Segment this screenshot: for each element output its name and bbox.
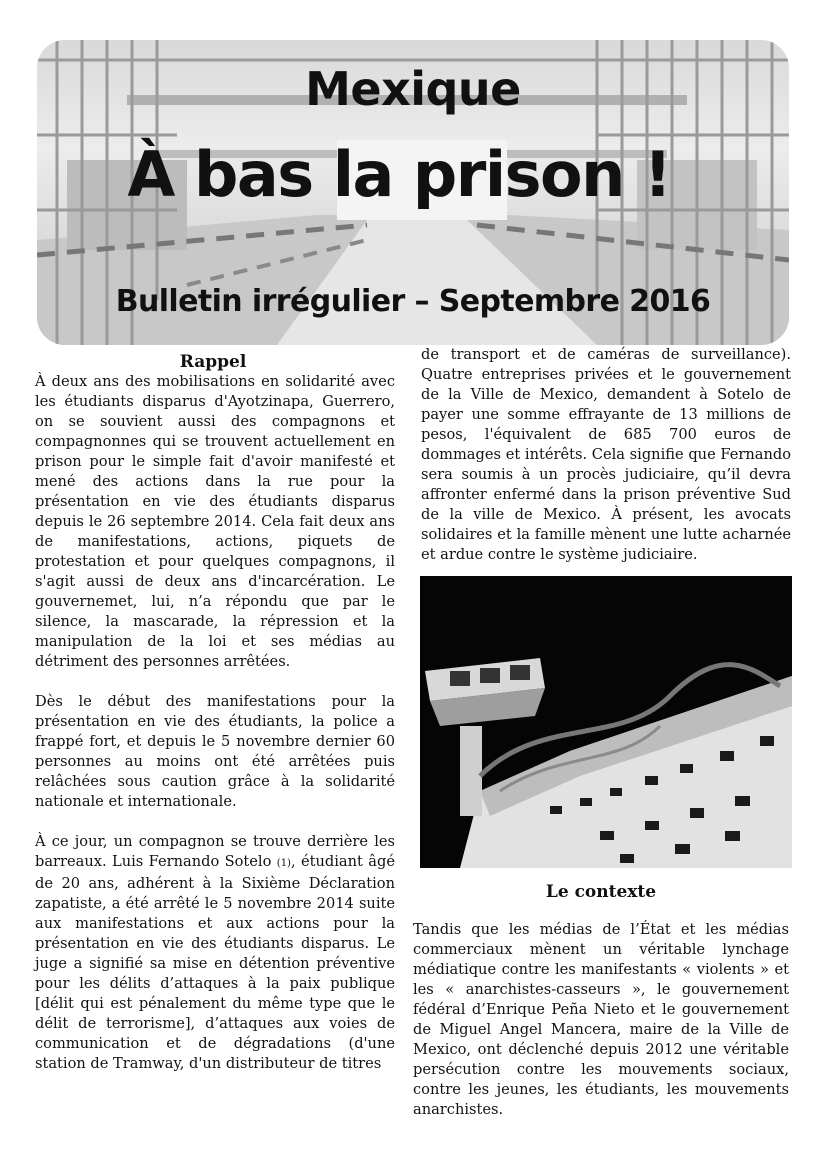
right-column	[421, 345, 791, 565]
footnote-ref: (1)	[276, 858, 291, 869]
header-subtitle: Bulletin irrégulier – Septembre 2016	[115, 284, 711, 319]
paragraph-rappel-2: Dès le début des manifestations pour la présentation en vie des étudiants, la police a frappé fort, et depuis le 5 novembre dernier 60 personnes au moins ont été arrêtées puis relâchées sous caution grâce à la solidarité nationale et internationale.	[35, 693, 395, 810]
header-banner	[37, 40, 789, 345]
paragraph-continuation: de transport et de caméras de surveillance). Quatre entreprises privées et le gouvernement de la Ville de Mexico, demandent à Sotelo de payer une somme effrayante de 13 millions de pesos, l'équivalent de 685 700 euros de dommages et intérêts. Cela signifie que Fernando sera soumis à un procès judiciaire, qu’il devra affronter enfermé dans la prison préventive Sud de la ville de Mexico. À présent, les avocats solidaires et la famille mènent une lutte acharnée et ardue contre le système judiciaire.	[421, 346, 791, 563]
paragraph-rappel-1: À deux ans des mobilisations en solidarité avec les étudiants disparus d'Ayotzinapa, Guerrero, on se souvient aussi des compagnons et compagnonnes qui se trouvent actuellement en prison pour le simple fait d'avoir manifesté et mené des actions dans la rue pour la présentation en vie des étudiants disparus depuis le 26 septembre 2014. Cela fait deux ans de manifestations, actions, piquets de protestation et pour quelques compagnons, il s'agit aussi de deux ans d'incarcération. Le gouvernemet, lui, n’a répondu que par le silence, la mascarade, la répression et la manipulation de la loi et ses médias au détriment des personnes arrêtées.	[35, 373, 395, 670]
right-column-context	[413, 920, 789, 1120]
paragraph-contexte: Tandis que les médias de l’État et les médias commerciaux mènent un véritable lynchage médiatique contre les manifestants « violents » et les « anarchistes-casseurs », le gouvernement fédéral d’Enrique Peña Nieto et le gouvernement de Miguel Angel Mancera, maire de la Ville de Mexico, ont déclenché depuis 2012 une véritable persécution contre les mouvements sociaux, contre les jeunes, les étudiants, les mouvements anarchistes.	[413, 921, 789, 1118]
header-title: À bas la prison !	[127, 138, 671, 211]
header-country: Mexique	[305, 62, 521, 116]
section-heading-contexte: Le contexte	[545, 882, 657, 902]
section-heading-rappel: Rappel	[179, 352, 247, 372]
paragraph-rappel-3	[35, 832, 395, 1074]
prison-tower-photo	[420, 576, 792, 868]
left-column	[35, 352, 395, 1074]
paragraph-rappel-3-start: À ce jour, un compagnon se trouve derrière les barreaux. Luis Fernando Sotelo	[35, 833, 395, 870]
paragraph-rappel-3-end: , étudiant âgé de 20 ans, adhérent à la Sixième Déclaration zapatiste, a été arrêté le 5 novembre 2014 suite aux manifestations et aux actions pour la présentation en vie des étudiants disparus. Le juge a signifié sa mise en détention préventive pour les délits d’attaques à la paix publique [délit qui est pénalement du même type que le délit de terrorisme], d’attaques aux voies de communication et de dégradations (d'une station de Tramway, d'un distributeur de titres	[35, 853, 395, 1072]
